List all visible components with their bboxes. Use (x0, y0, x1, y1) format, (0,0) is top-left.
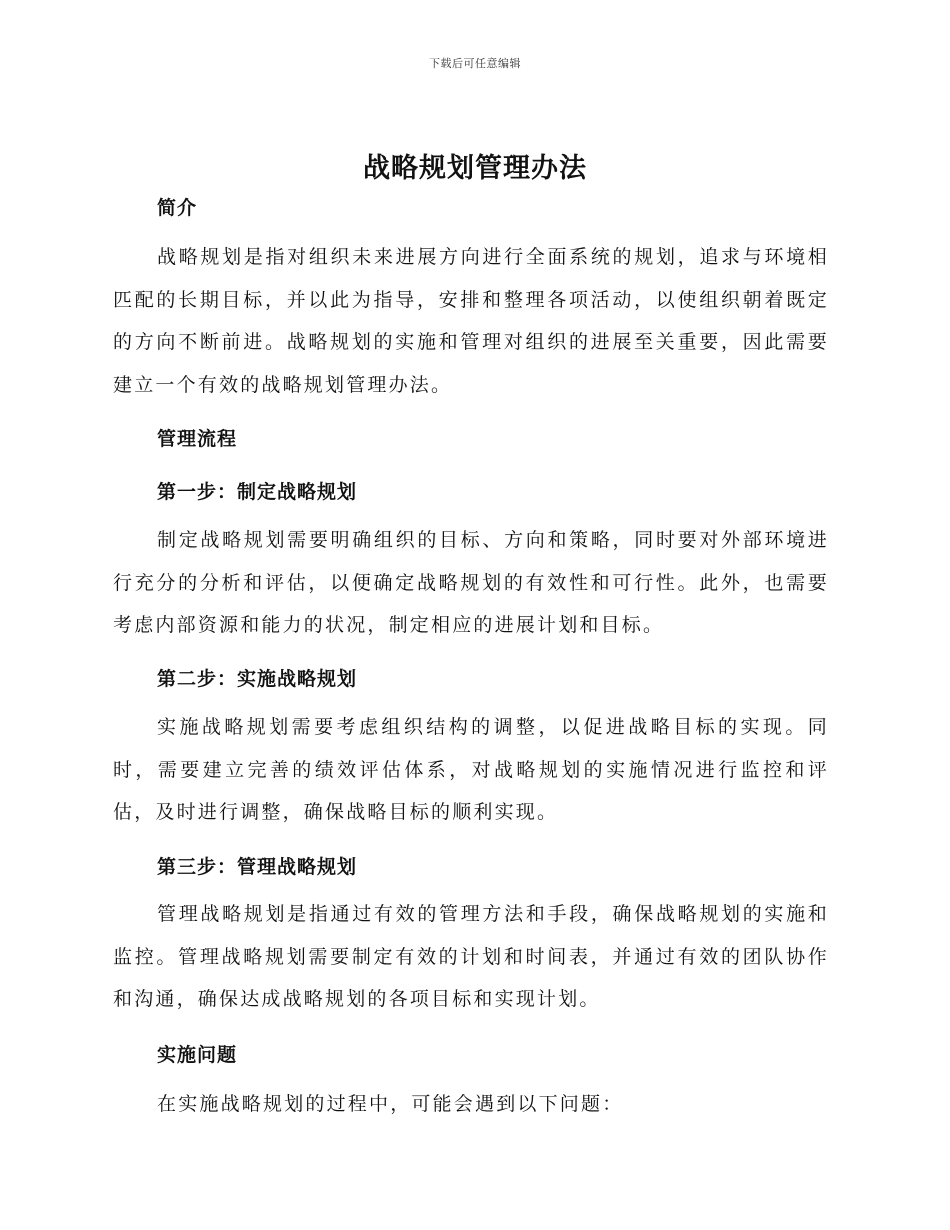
intro-heading: 简介 (157, 197, 198, 219)
process-heading: 管理流程 (157, 428, 238, 450)
issues-paragraph: 在实施战略规划的过程中，可能会遇到以下问题： (157, 1093, 624, 1115)
step2-paragraph: 实施战略规划需要考虑组织结构的调整，以促进战略目标的实现。同时，需要建立完善的绩效评估体系，对战略规划的实施情况进行监控和评估，及时进行调整，确保战略目标的顺利实现。 (113, 716, 829, 823)
step1-heading: 第一步：制定战略规划 (157, 481, 358, 503)
step3-paragraph: 管理战略规划是指通过有效的管理方法和手段，确保战略规划的实施和监控。管理战略规划需要制定有效的计划和时间表，并通过有效的团队协作和沟通，确保达成战略规划的各项目标和实现计划。 (113, 903, 829, 1010)
intro-paragraph: 战略规划是指对组织未来进展方向进行全面系统的规划，追求与环境相匹配的长期目标，并以此为指导，安排和整理各项活动，以使组织朝着既定的方向不断前进。战略规划的实施和管理对组织的进展至关重要，因此需要建立一个有效的战略规划管理办法。 (113, 246, 829, 396)
issues-heading: 实施问题 (157, 1044, 238, 1066)
step2-heading: 第二步：实施战略规划 (157, 668, 358, 690)
header-note: 下载后可任意编辑 (429, 57, 521, 70)
step1-paragraph: 制定战略规划需要明确组织的目标、方向和策略，同时要对外部环境进行充分的分析和评估，以便确定战略规划的有效性和可行性。此外，也需要考虑内部资源和能力的状况，制定相应的进展计划和目标。 (113, 529, 829, 636)
step3-heading: 第三步：管理战略规划 (157, 856, 358, 878)
document-title: 战略规划管理办法 (363, 153, 587, 184)
